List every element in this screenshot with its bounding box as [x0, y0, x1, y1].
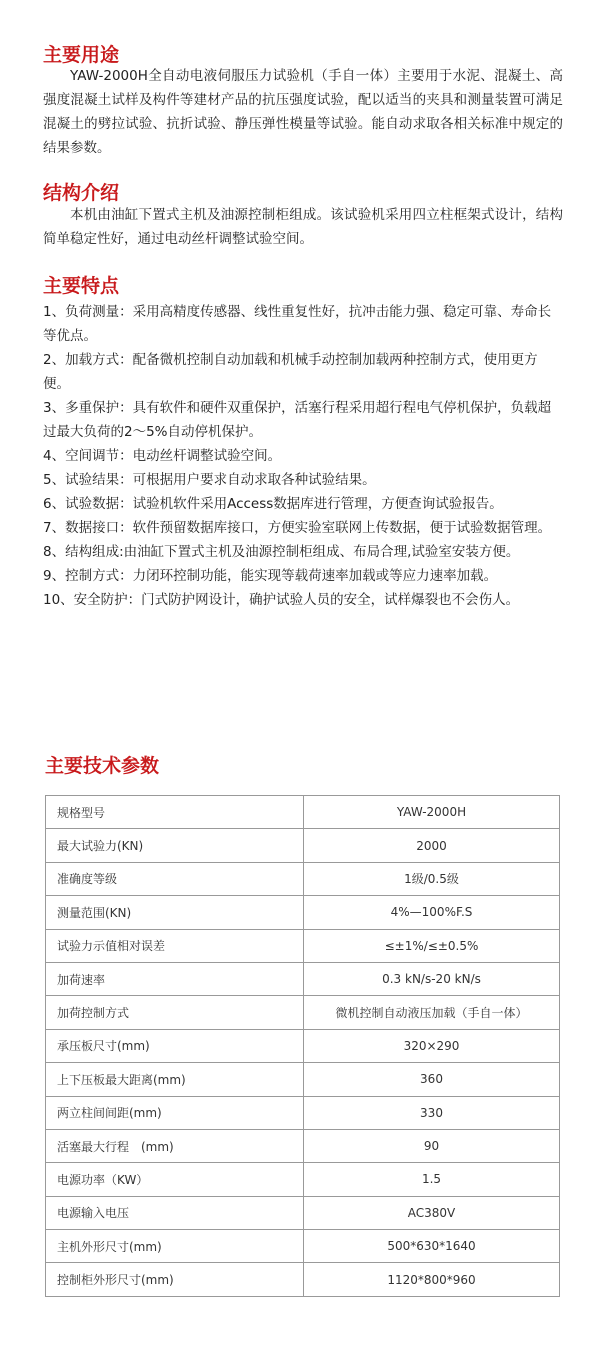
param-name: 最大试验力(KN)	[46, 829, 304, 862]
param-name: 控制柜外形尺寸(mm)	[46, 1263, 304, 1296]
feature-item: 10、安全防护：门式防护网设计，确护试验人员的安全，试样爆裂也不会伤人。	[43, 592, 520, 608]
table-row	[46, 1230, 560, 1263]
param-name: 上下压板最大距离(mm)	[46, 1063, 304, 1096]
table-row	[46, 1263, 560, 1296]
param-name: 准确度等级	[46, 862, 304, 895]
table-row	[46, 896, 560, 929]
param-name: 活塞最大行程 (mm)	[46, 1129, 304, 1162]
param-name: 电源输入电压	[46, 1196, 304, 1229]
feature-item: 7、数据接口：软件预留数据库接口，方便实验室联网上传数据，便于试验数据管理。	[43, 520, 552, 536]
param-name: 主机外形尺寸(mm)	[46, 1230, 304, 1263]
features-list	[43, 300, 563, 612]
feature-item: 5、试验结果：可根据用户要求自动求取各种试验结果。	[43, 472, 376, 488]
param-value: 500*630*1640	[304, 1230, 560, 1263]
table-row	[46, 1096, 560, 1129]
param-value: 2000	[304, 829, 560, 862]
param-value: 90	[304, 1129, 560, 1162]
structure-heading: 结构介绍	[43, 182, 120, 204]
param-value: 4%—100%F.S	[304, 896, 560, 929]
table-row	[46, 1129, 560, 1162]
table-row	[46, 796, 560, 829]
param-name: 电源功率（KW）	[46, 1163, 304, 1196]
param-value: YAW-2000H	[304, 796, 560, 829]
param-value: 1120*800*960	[304, 1263, 560, 1296]
table-row	[46, 1163, 560, 1196]
feature-item: 2、加载方式：配备微机控制自动加载和机械手动控制加载两种控制方式，使用更方便。	[43, 352, 538, 392]
feature-item: 9、控制方式：力闭环控制功能，能实现等载荷速率加载或等应力速率加载。	[43, 568, 498, 584]
param-value: 320×290	[304, 1029, 560, 1062]
features-heading: 主要特点	[43, 275, 120, 297]
table-row	[46, 1029, 560, 1062]
param-name: 规格型号	[46, 796, 304, 829]
feature-item: 4、空间调节：电动丝杆调整试验空间。	[43, 448, 282, 464]
feature-item: 8、结构组成:由油缸下置式主机及油源控制柜组成、布局合理,试验室安装方便。	[43, 544, 520, 560]
feature-item: 1、负荷测量：采用高精度传感器、线性重复性好，抗冲击能力强、稳定可靠、寿命长等优点。	[43, 304, 552, 344]
param-value: 1.5	[304, 1163, 560, 1196]
param-name: 两立柱间间距(mm)	[46, 1096, 304, 1129]
usage-paragraph: YAW-2000H全自动电液伺服压力试验机（手自一体）主要用于水泥、混凝土、高强度混凝土试样及构件等建材产品的抗压强度试验，配以适当的夹具和测量装置可满足混凝土的劈拉试验、抗折试验、静压弹性模量等试验。能自动求取各相关标准中规定的结果参数。	[43, 68, 563, 156]
feature-item: 3、多重保护：具有软件和硬件双重保护，活塞行程采用超行程电气停机保护，负载超过最大负荷的2～5%自动停机保护。	[43, 400, 552, 440]
structure-paragraph: 本机由油缸下置式主机及油源控制柜组成。该试验机采用四立柱框架式设计，结构简单稳定性好，通过电动丝杆调整试验空间。	[43, 207, 563, 247]
param-name: 加荷速率	[46, 962, 304, 995]
parameters-table	[45, 795, 560, 1297]
param-name: 承压板尺寸(mm)	[46, 1029, 304, 1062]
param-name: 试验力示值相对误差	[46, 929, 304, 962]
feature-item: 6、试验数据：试验机软件采用Access数据库进行管理，方便查询试验报告。	[43, 496, 503, 512]
table-row	[46, 862, 560, 895]
param-value: 360	[304, 1063, 560, 1096]
params-heading: 主要技术参数	[45, 755, 160, 777]
table-row	[46, 929, 560, 962]
usage-heading: 主要用途	[43, 44, 120, 66]
param-name: 测量范围(KN)	[46, 896, 304, 929]
table-row	[46, 829, 560, 862]
param-value: 0.3 kN/s-20 kN/s	[304, 962, 560, 995]
table-row	[46, 962, 560, 995]
table-row	[46, 1063, 560, 1096]
param-value: ≤±1%/≤±0.5%	[304, 929, 560, 962]
param-value: 330	[304, 1096, 560, 1129]
param-name: 加荷控制方式	[46, 996, 304, 1029]
table-row	[46, 1196, 560, 1229]
param-value: 微机控制自动液压加载（手自一体）	[304, 996, 560, 1029]
param-value: AC380V	[304, 1196, 560, 1229]
table-row	[46, 996, 560, 1029]
param-value: 1级/0.5级	[304, 862, 560, 895]
